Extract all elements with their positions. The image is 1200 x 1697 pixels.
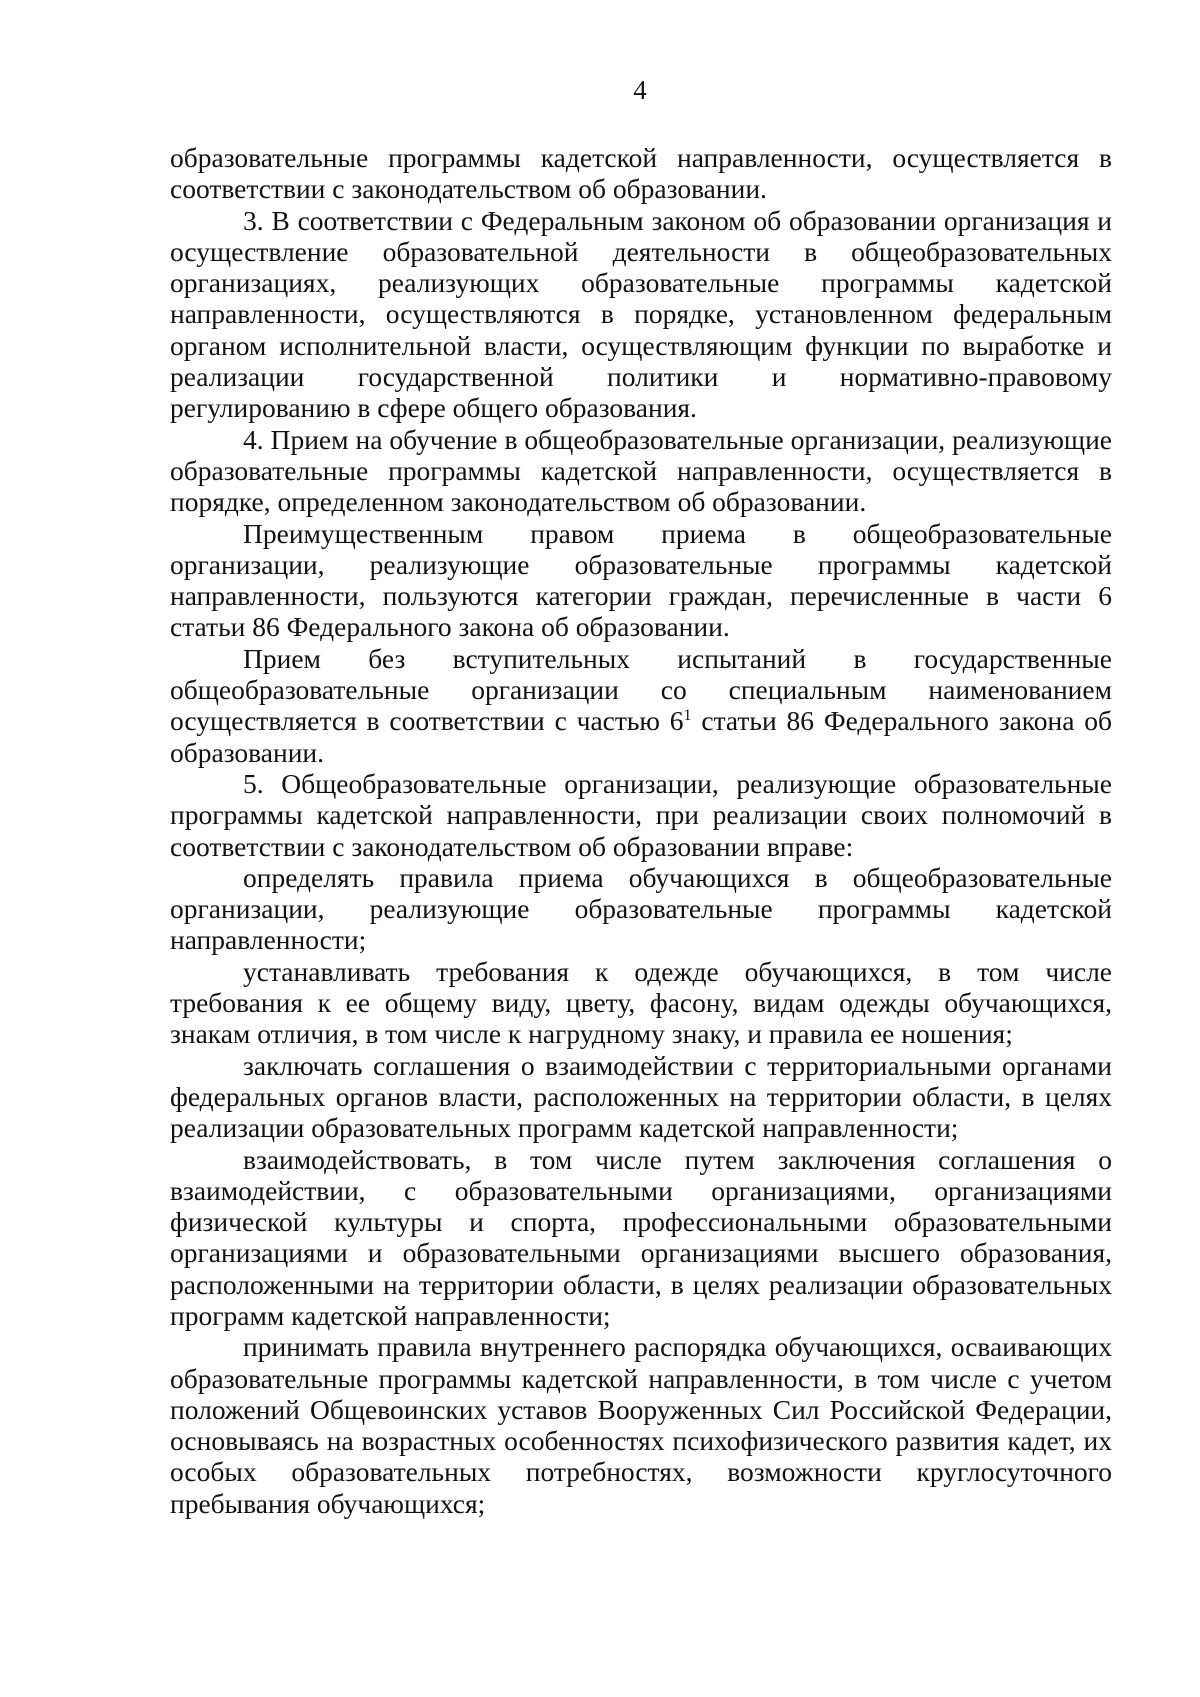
document-body: [170, 142, 1112, 1519]
paragraph-item-5: 5. Общеобразовательные организации, реализующие образовательные программы кадетской направленности, при реализации своих полномочий в соответствии с законодательством об образовании вправе:: [170, 767, 1112, 862]
paragraph-item-3: 3. В соответствии с Федеральным законом об образовании организация и осуществление образовательной деятельности в общеобразовательных организациях, реализующих образовательные программы кадетской направленности, осуществляются в порядке, установленном федеральным органом исполнительной власти, осуществляющим функции по выработке и реализации государственной политики и нормативно-правовому регулированию в сфере общего образования.: [170, 204, 1112, 424]
paragraph-preferential-right: Преимущественным правом приема в общеобразовательные организации, реализующие образовательные программы кадетской направленности, пользуются категории граждан, перечисленные в части 6 статьи 86 Федерального закона об образовании.: [170, 517, 1112, 643]
paragraph-right-admission-rules: определять правила приема обучающихся в общеобразовательные организации, реализующие образовательные программы кадетской направленности;: [170, 861, 1112, 956]
page-number: 4: [633, 75, 647, 105]
paragraph-right-interaction: взаимодействовать, в том числе путем заключения соглашения о взаимодействии, с образовательными организациями, организациями физической культуры и спорта, профессиональными образовательными организациями и образовательными организациями высшего образования, расположенными на территории области, в целях реализации образовательных программ кадетской направленности;: [170, 1143, 1112, 1331]
paragraph-right-clothing-requirements: устанавливать требования к одежде обучающихся, в том числе требования к ее общему виду, цвету, фасону, видам одежды обучающихся, знакам отличия, в том числе к нагрудному знаку, и правила ее ношения;: [170, 955, 1112, 1050]
paragraph-right-agreements: заключать соглашения о взаимодействии с территориальными органами федеральных органов власти, расположенных на территории области, в целях реализации образовательных программ кадетской направленности;: [170, 1049, 1112, 1144]
paragraph-continuation: образовательные программы кадетской направленности, осуществляется в соответствии с законодательством об образовании.: [170, 142, 1112, 205]
paragraph-admission-superscript: 1: [683, 707, 692, 725]
paragraph-item-4: 4. Прием на обучение в общеобразовательные организации, реализующие образовательные программы кадетской направленности, осуществляется в порядке, определенном законодательством об образовании.: [170, 423, 1112, 518]
paragraph-right-internal-rules: принимать правила внутреннего распорядка обучающихся, осваивающих образовательные программы кадетской направленности, в том числе с учетом положений Общевоинских уставов Вооруженных Сил Российской Федерации, основываясь на возрастных особенностях психофизического развития кадет, их особых образовательных потребностях, возможности круглосуточного пребывания обучающихся;: [170, 1331, 1112, 1519]
paragraph-admission-text-after: статьи 86 Федерального закона об образовании.: [170, 705, 1112, 768]
paragraph-admission-text-before: Прием без вступительных испытаний в государственные общеобразовательные организации со специальным наименованием осуществляется в соответствии с частью 6: [170, 642, 1112, 737]
paragraph-admission-without-tests: [170, 643, 1112, 768]
